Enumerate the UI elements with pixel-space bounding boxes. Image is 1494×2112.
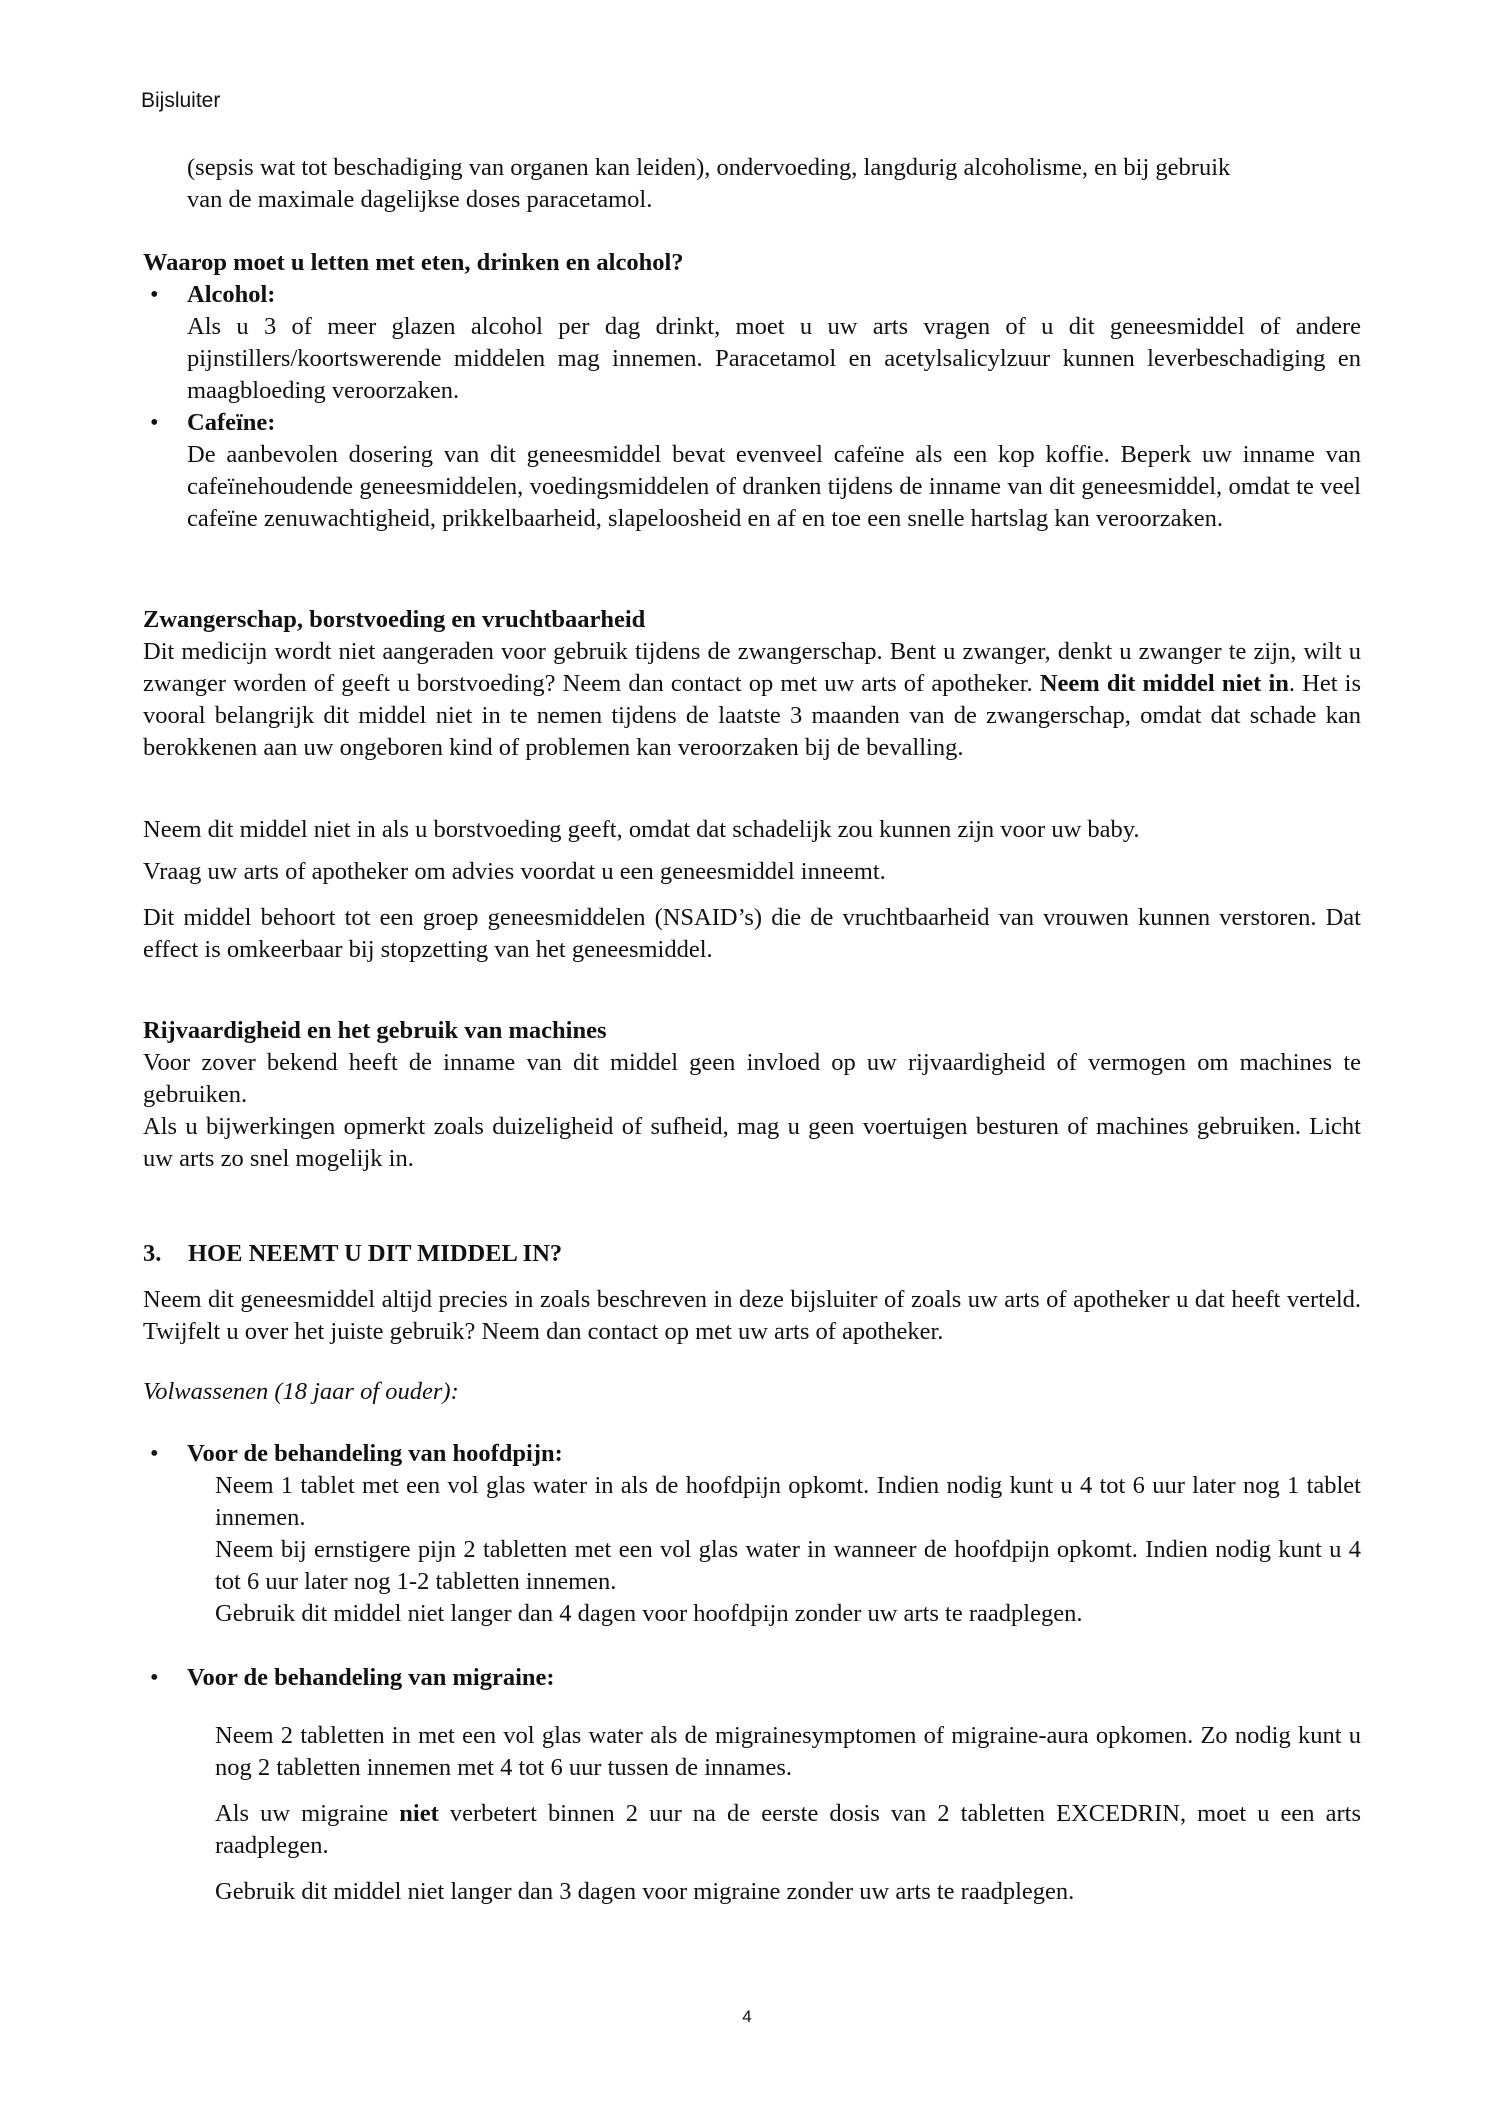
section-3-number: 3. [143,1240,162,1267]
migraine-p2-text-b: verbetert binnen 2 uur na de eerste dosis van 2 tabletten EXCEDRIN, moet u een arts raadplegen. [215,1800,1361,1859]
pregnancy-paragraph-4: Dit middel behoort tot een groep geneesmiddelen (NSAID’s) die de vruchtbaarheid van vrouwen kunnen verstoren. Dat effect is omkeerbaar bij stopzetting van het geneesmiddel. [143,904,1361,963]
headache-bullet [143,1438,1361,1630]
pregnancy-p1-emphasis: Neem dit middel niet in [1039,670,1289,697]
headache-paragraph-2: Neem bij ernstigere pijn 2 tabletten met een vol glas water in wanneer de hoofdpijn opkomt. Indien nodig kunt u 4 tot 6 uur later nog 1-2 tabletten innemen. [215,1536,1361,1595]
adults-subheading: Volwassenen (18 jaar of ouder): [143,1378,459,1405]
migraine-paragraph-1: Neem 2 tabletten in met een vol glas water als de migrainesymptomen of migraine-aura opkomen. Zo nodig kunt u nog 2 tabletten innemen met 4 tot 6 uur tussen de innames. [215,1722,1361,1781]
food-drink-alcohol-heading: Waarop moet u letten met eten, drinken en alcohol? [143,249,684,276]
headache-paragraph-1: Neem 1 tablet met een vol glas water in als de hoofdpijn opkomt. Indien nodig kunt u 4 tot 6 uur later nog 1 tablet innemen. [215,1472,1361,1531]
headache-paragraph-3: Gebruik dit middel niet langer dan 4 dagen voor hoofdpijn zonder uw arts te raadplegen. [215,1600,1083,1627]
driving-heading: Rijvaardigheid en het gebruik van machines [143,1017,607,1044]
pregnancy-paragraph-3: Vraag uw arts of apotheker om advies voordat u een geneesmiddel inneemt. [143,858,886,885]
pregnancy-heading: Zwangerschap, borstvoeding en vruchtbaarheid [143,606,646,633]
alcohol-bullet [143,279,1361,407]
intro-paragraph [187,152,1361,216]
caffeine-text: De aanbevolen dosering van dit geneesmiddel bevat evenveel cafeïne als een kop koffie. Beperk uw inname van cafeïnehoudende geneesmiddelen, voedingsmiddelen of dranken tijdens de inname van dit geneesmiddel, omdat te veel cafeïne zenuwachtigheid, prikkelbaarheid, slapeloosheid en af en toe een snelle hartslag kan veroorzaken. [187,441,1361,532]
bullet-icon: • [150,1440,159,1467]
section-3-intro: Neem dit geneesmiddel altijd precies in zoals beschreven in deze bijsluiter of zoals uw arts of apotheker u dat heeft verteld. Twijfelt u over het juiste gebruik? Neem dan contact op met uw arts of apotheker. [143,1286,1361,1345]
migraine-title: Voor de behandeling van migraine: [187,1664,555,1691]
migraine-body [215,1720,1361,1908]
pregnancy-paragraph-1 [143,636,1361,764]
headache-title: Voor de behandeling van hoofdpijn: [187,1440,563,1467]
bullet-icon: • [150,1664,159,1691]
document-header: Bijsluiter [141,89,221,112]
bullet-icon: • [150,281,159,308]
intro-line-1: (sepsis wat tot beschadiging van organen kan leiden), ondervoeding, langdurig alcoholisme, en bij gebruik [187,154,1231,181]
pregnancy-section [143,604,1361,764]
caffeine-bullet [143,407,1361,535]
pregnancy-paragraph-2: Neem dit middel niet in als u borstvoeding geeft, omdat dat schadelijk zou kunnen zijn voor uw baby. [143,816,1140,843]
food-drink-alcohol-section [143,247,1361,535]
section-3-title [143,1238,1361,1270]
intro-line-2: van de maximale dagelijkse doses paracetamol. [187,186,653,213]
page-number: 4 [742,2007,752,2026]
migraine-bullet [143,1662,1361,1694]
migraine-p2-emphasis: niet [399,1800,439,1827]
caffeine-title: Cafeïne: [187,409,276,436]
migraine-p2-text-a: Als uw migraine [215,1800,400,1827]
section-3-title-text: HOE NEEMT U DIT MIDDEL IN? [188,1240,563,1267]
migraine-paragraph-3: Gebruik dit middel niet langer dan 3 dagen voor migraine zonder uw arts te raadplegen. [215,1878,1075,1905]
pregnancy-p1-text-a: Dit medicijn wordt niet aangeraden voor gebruik tijdens de zwangerschap. Bent u zwanger, denkt u zwanger te zijn, wilt u zwanger worden of geeft u borstvoeding? Neem dan contact op met uw arts of apotheker. [143,638,1361,697]
driving-paragraph-2: Als u bijwerkingen opmerkt zoals duizeligheid of sufheid, mag u geen voertuigen besturen of machines gebruiken. Licht uw arts zo snel mogelijk in. [143,1113,1361,1172]
migraine-paragraph-2 [215,1798,1361,1862]
bullet-icon: • [150,409,159,436]
driving-section [143,1015,1361,1175]
alcohol-text: Als u 3 of meer glazen alcohol per dag drinkt, moet u uw arts vragen of u dit geneesmiddel of andere pijnstillers/koortswerende middelen mag innemen. Paracetamol en acetylsalicylzuur kunnen leverbeschadiging en maagbloeding veroorzaken. [187,313,1361,404]
alcohol-title: Alcohol: [187,281,276,308]
driving-paragraph-1: Voor zover bekend heeft de inname van dit middel geen invloed op uw rijvaardigheid of vermogen om machines te gebruiken. [143,1049,1361,1108]
pregnancy-p1-text-b: . Het is vooral belangrijk dit middel niet in te nemen tijdens de laatste 3 maanden van de zwangerschap, omdat dat schade kan berokkenen aan uw ongeboren kind of problemen kan veroorzaken bij de bevalling. [143,670,1361,761]
